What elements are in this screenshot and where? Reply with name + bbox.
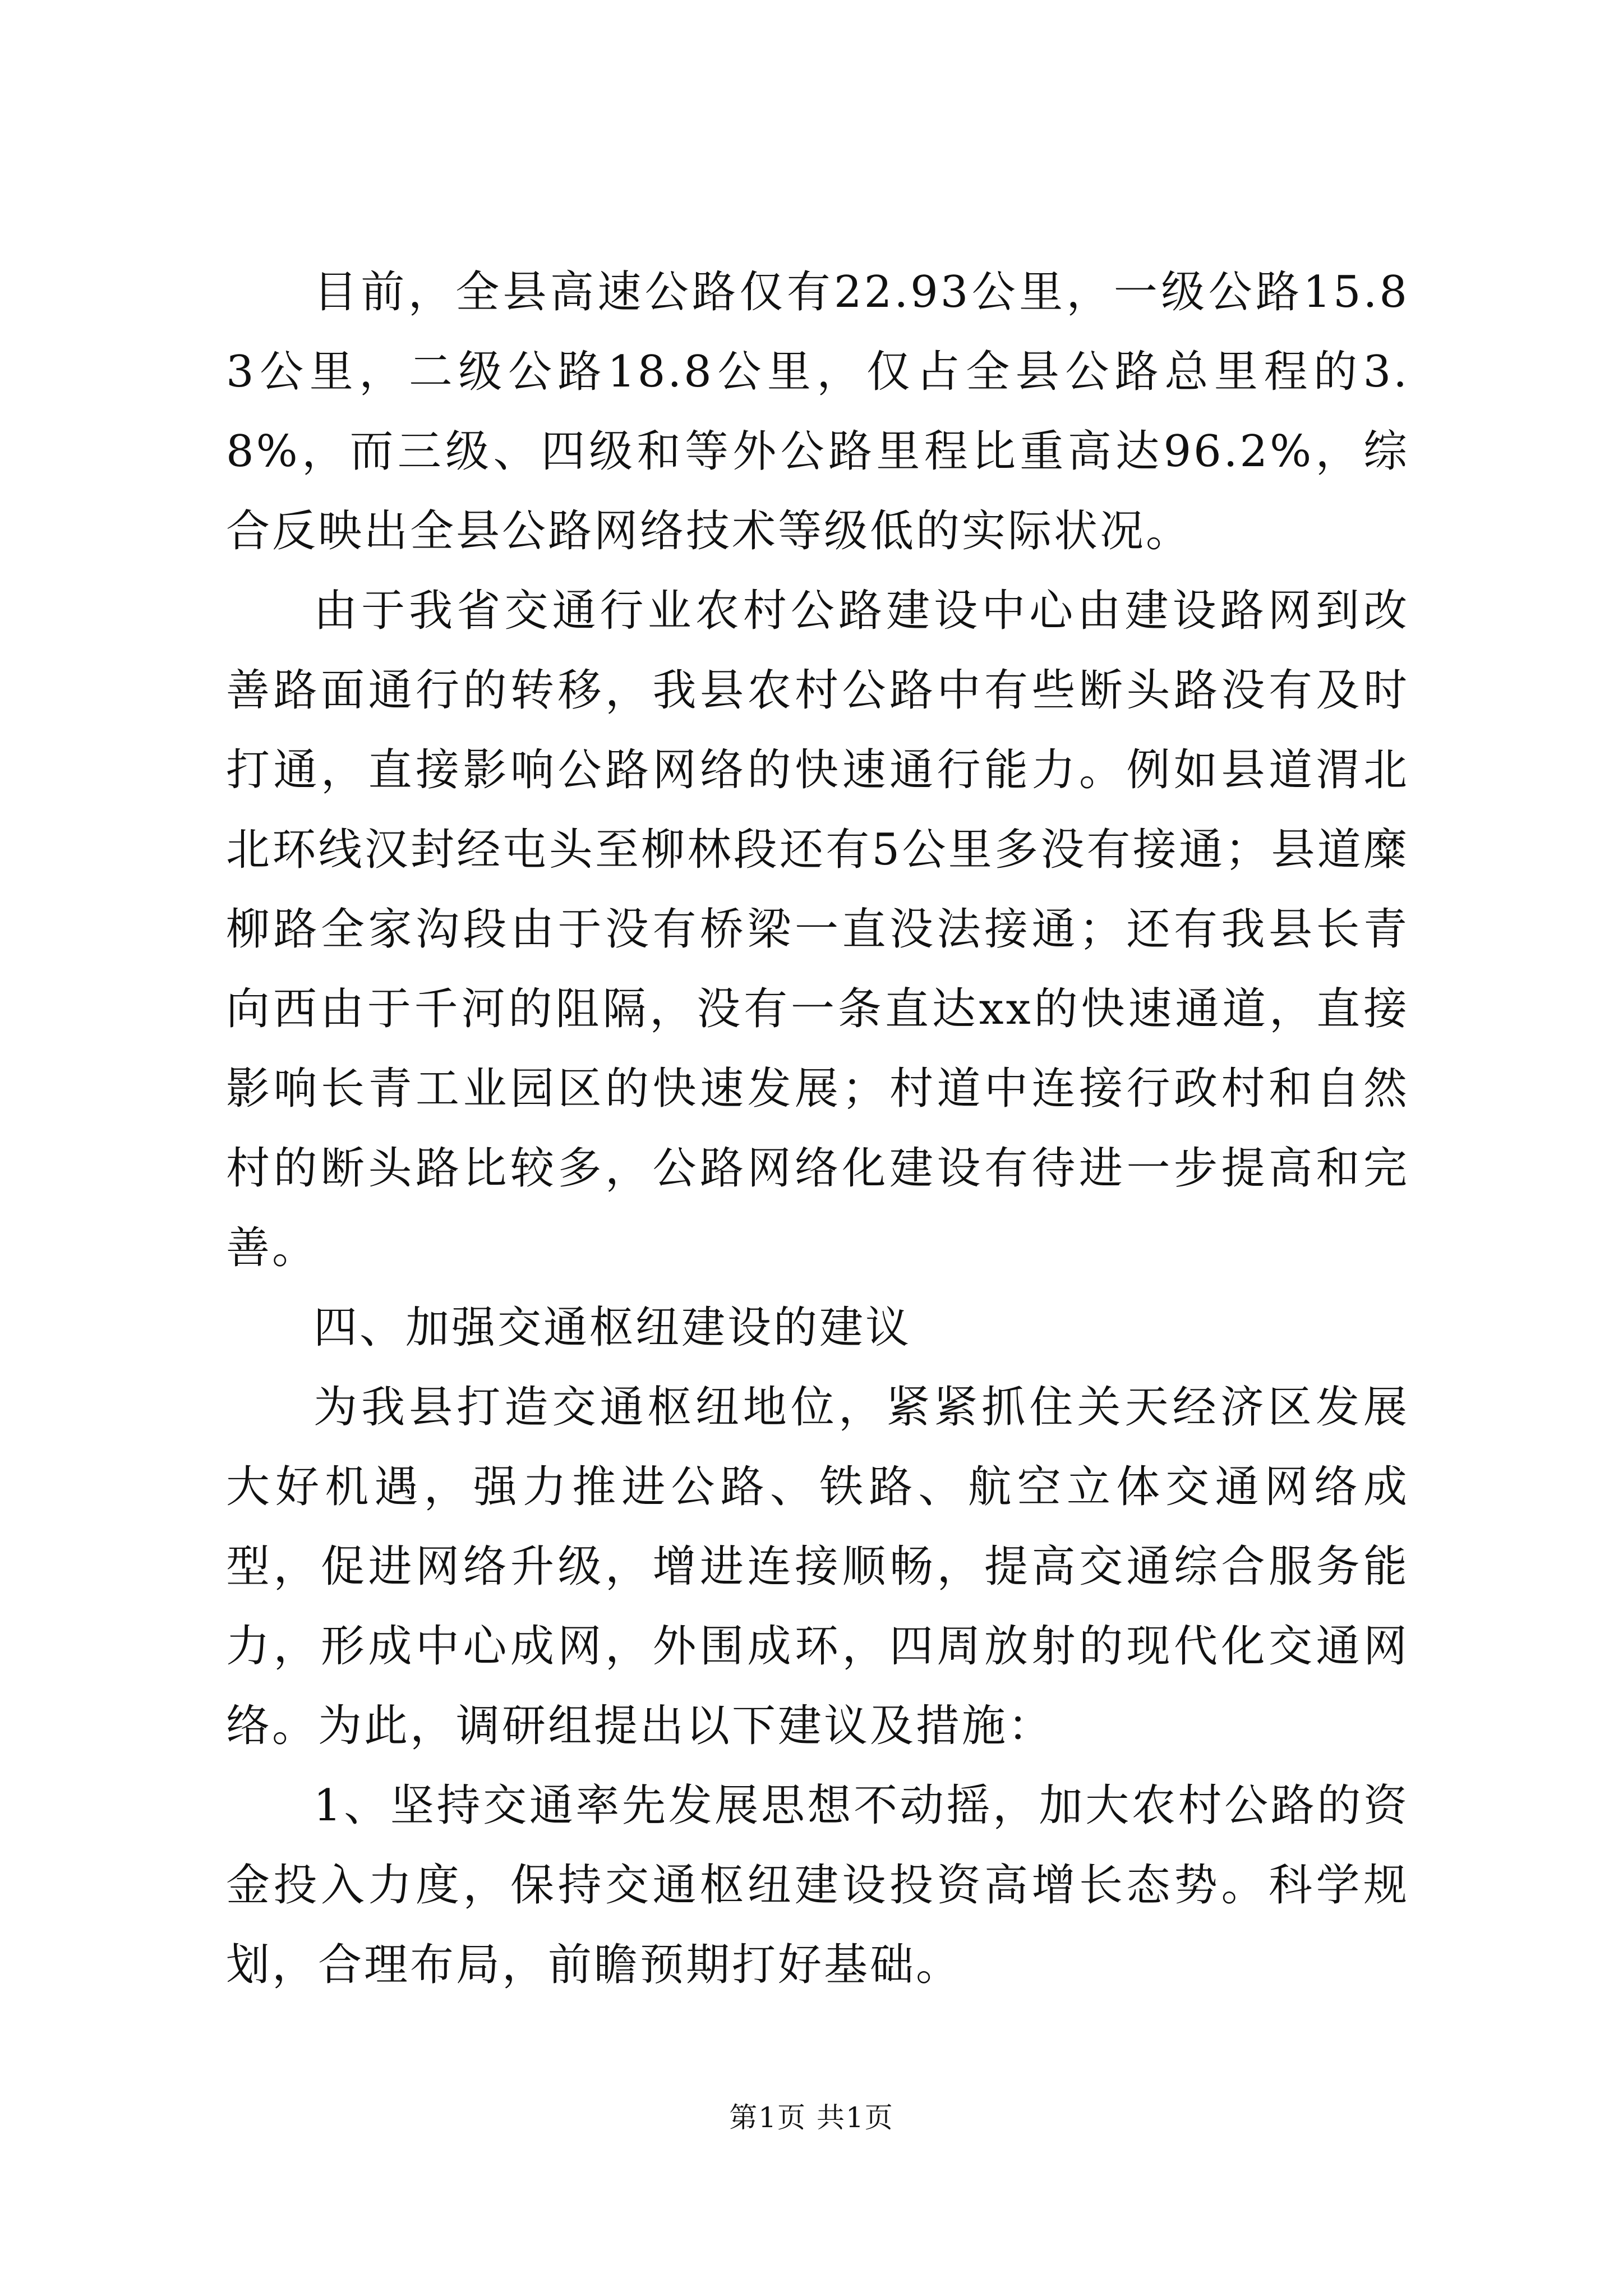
document-body — [226, 252, 1409, 2005]
paragraph-hub-goals: 为我县打造交通枢纽地位，紧紧抓住关天经济区发展大好机遇，强力推进公路、铁路、航空立体交通网络成型，促进网络升级，增进连接顺畅，提高交通综合服务能力，形成中心成网，外围成环，四周放射的现代化交通网络。为此，调研组提出以下建议及措施： — [226, 1382, 1409, 1751]
section-heading-suggestions: 四、加强交通枢纽建设的建议 — [313, 1303, 912, 1353]
page-footer: 第1页 共1页 — [729, 2101, 894, 2134]
paragraph-road-statistics: 目前，全县高速公路仅有22.93公里，一级公路15.83公里，二级公路18.8公里，仅占全县公路总里程的3.8%，而三级、四级和等外公路里程比重高达96.2%，综合反映出全县公路网络技术等级低的实际状况。 — [226, 267, 1409, 556]
paragraph-measure-1: 1、坚持交通率先发展思想不动摇，加大农村公路的资金投入力度，保持交通枢纽建设投资高增长态势。科学规划，合理布局，前瞻预期打好基础。 — [226, 1780, 1409, 1990]
paragraph-dead-end-roads: 由于我省交通行业农村公路建设中心由建设路网到改善路面通行的转移，我县农村公路中有些断头路没有及时打通，直接影响公路网络的快速通行能力。例如县道渭北北环线汉封经屯头至柳林段还有5公里多没有接通；县道糜柳路全家沟段由于没有桥梁一直没法接通；还有我县长青向西由于千河的阻隔，没有一条直达xx的快速通道，直接影响长青工业园区的快速发展；村道中连接行政村和自然村的断头路比较多，公路网络化建设有待进一步提高和完善。 — [226, 586, 1409, 1273]
